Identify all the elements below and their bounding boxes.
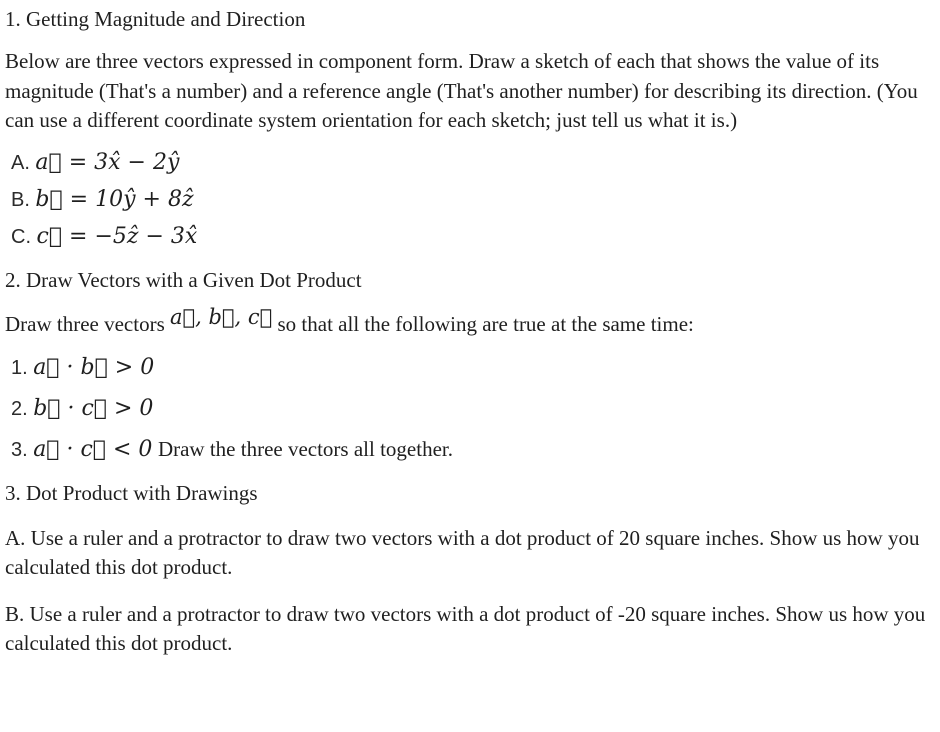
- section-2-intro: [5, 304, 937, 341]
- item-label: 1.: [11, 356, 28, 379]
- intro-text-before: Draw three vectors: [5, 311, 165, 336]
- section-2-condition-list: [5, 347, 937, 470]
- list-item: [5, 218, 937, 255]
- item-label: 3.: [11, 438, 28, 461]
- vector-names: a⃗, b⃗, c⃗: [170, 304, 273, 329]
- vector-expression: c⃗ = −5ẑ − 3x̂: [36, 223, 198, 249]
- vector-expression: a⃗ = 3x̂ − 2ŷ: [35, 149, 180, 175]
- list-item: [5, 429, 937, 470]
- section-3-part-a: A. Use a ruler and a protractor to draw two vectors with a dot product of 20 square inches. Show us how you calculated this dot product.: [5, 525, 920, 579]
- section-2-heading: 2. Draw Vectors with a Given Dot Product: [5, 267, 362, 292]
- document-page: [5, 6, 937, 659]
- dot-product-condition: a⃗ · b⃗ > 0: [33, 354, 155, 380]
- dot-product-condition: b⃗ · c⃗ > 0: [33, 395, 154, 421]
- section-3-heading: 3. Dot Product with Drawings: [5, 480, 258, 505]
- list-item: [5, 144, 937, 181]
- list-item: [5, 347, 937, 388]
- intro-text-after: so that all the following are true at the same time:: [277, 311, 694, 336]
- item-label: 2.: [11, 397, 28, 420]
- item-label: B.: [11, 188, 30, 211]
- section-1-vector-list: [5, 144, 937, 255]
- list-item: [5, 181, 937, 218]
- vector-expression: b⃗ = 10ŷ + 8ẑ: [35, 186, 194, 212]
- section-1-heading: 1. Getting Magnitude and Direction: [5, 7, 306, 31]
- dot-product-condition: a⃗ · c⃗ < 0: [33, 436, 153, 462]
- trailing-instruction: Draw the three vectors all together.: [157, 436, 453, 461]
- list-item: [5, 388, 937, 429]
- item-label: C.: [11, 225, 31, 248]
- section-3-part-b: B. Use a ruler and a protractor to draw two vectors with a dot product of -20 square inches. Show us how you calculated this dot product.: [5, 601, 926, 655]
- section-1-paragraph: Below are three vectors expressed in component form. Draw a sketch of each that shows the value of its magnitude (That's a number) and a reference angle (That's another number) for describing its direction. (You can use a different coordinate system orientation for each sketch; just tell us what it is.): [5, 49, 918, 132]
- item-label: A.: [11, 151, 30, 174]
